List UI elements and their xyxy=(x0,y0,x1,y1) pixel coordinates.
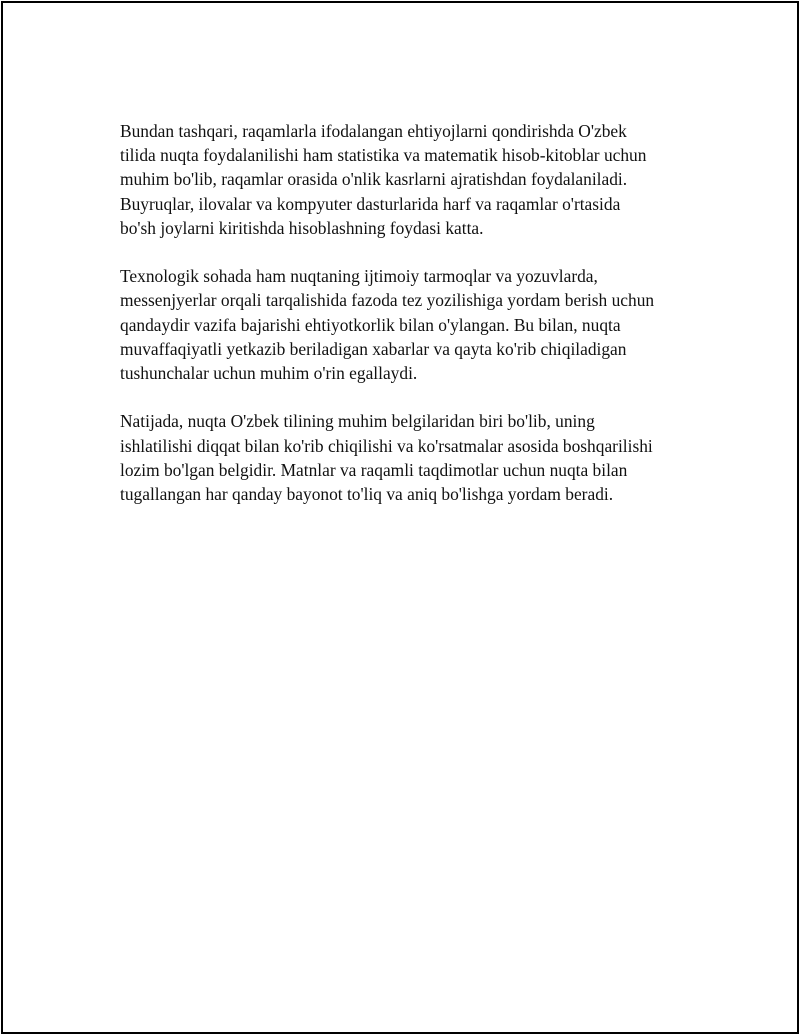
text-line: Buyruqlar, ilovalar va kompyuter dasturlarida harf va raqamlar o'rtasida xyxy=(120,193,621,214)
text-line: Bundan tashqari, raqamlarla ifodalangan ehtiyojlarni qondirishda O'zbek xyxy=(120,121,627,141)
document-body xyxy=(120,119,700,506)
text-line: Texnologik sohada ham nuqtaning ijtimoiy tarmoqlar va yozuvlarda, xyxy=(120,266,598,287)
text-line: messenjyerlar orqali tarqalishida fazoda tez yozilishiga yordam berish uchun xyxy=(120,290,655,311)
text-line: qandaydir vazifa bajarishi ehtiyotkorlik bilan o'ylangan. Bu bilan, nuqta xyxy=(120,314,621,335)
document-page xyxy=(1,1,799,1034)
text-line: muvaffaqiyatli yetkazib beriladigan xabarlar va qayta ko'rib chiqiladigan xyxy=(120,338,627,359)
text-line: muhim bo'lib, raqamlar orasida o'nlik kasrlarni ajratishdan foydalaniladi. xyxy=(120,169,628,190)
text-line: tushunchalar uchun muhim o'rin egallaydi. xyxy=(120,363,418,384)
text-line: tugallangan har qanday bayonot to'liq va aniq bo'lishga yordam beradi. xyxy=(120,484,614,505)
text-line: tilida nuqta foydalanilishi ham statistika va matematik hisob-kitoblar uchun xyxy=(120,145,647,166)
paragraph-1 xyxy=(120,119,700,240)
text-line: ishlatilishi diqqat bilan ko'rib chiqilishi va ko'rsatmalar asosida boshqarilishi xyxy=(120,435,653,456)
paragraph-2 xyxy=(120,264,700,385)
text-line: Natijada, nuqta O'zbek tilining muhim belgilaridan biri bo'lib, uning xyxy=(120,411,595,432)
text-line: lozim bo'lgan belgidir. Matnlar va raqamli taqdimotlar uchun nuqta bilan xyxy=(120,459,628,480)
paragraph-3 xyxy=(120,409,700,506)
text-line: bo'sh joylarni kiritishda hisoblashning foydasi katta. xyxy=(120,217,484,238)
